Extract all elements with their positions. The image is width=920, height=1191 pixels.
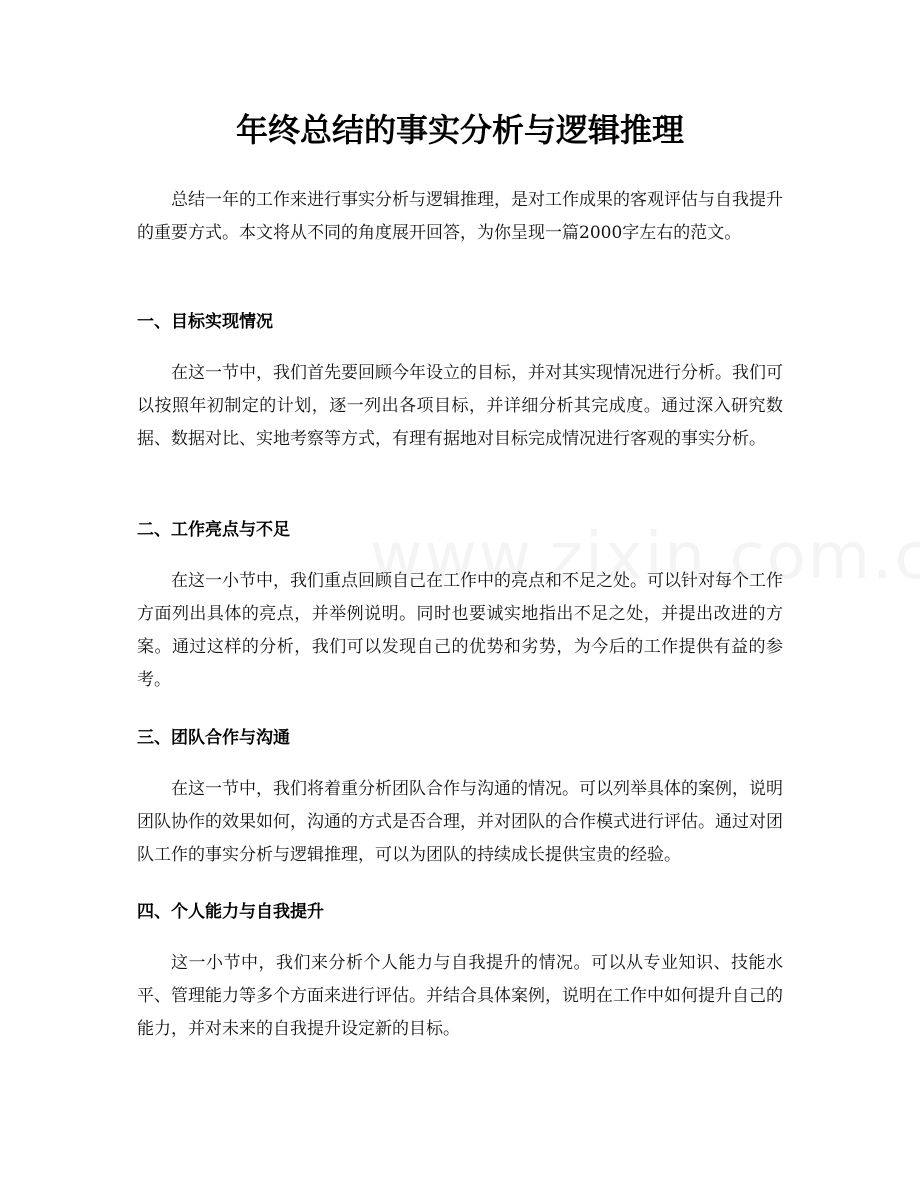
section-heading-goals: 一、目标实现情况 [137, 312, 273, 332]
section-heading-self-improvement: 四、个人能力与自我提升 [137, 902, 324, 922]
intro-paragraph: 总结一年的工作来进行事实分析与逻辑推理，是对工作成果的客观评估与自我提升的重要方式。本文将从不同的角度展开回答，为你呈现一篇2000字左右的范文。 [137, 190, 783, 243]
document-title: 年终总结的事实分析与逻辑推理 [235, 111, 684, 149]
section-body-highlights: 在这一小节中，我们重点回顾自己在工作中的亮点和不足之处。可以针对每个工作方面列出具体的亮点，并举例说明。同时也要诚实地指出不足之处，并提出改进的方案。通过这样的分析，我们可以发现自己的优势和劣势，为今后的工作提供有益的参考。 [137, 571, 783, 690]
section-body-teamwork: 在这一节中，我们将着重分析团队合作与沟通的情况。可以列举具体的案例，说明团队协作的效果如何，沟通的方式是否合理，并对团队的合作模式进行评估。通过对团队工作的事实分析与逻辑推理，可以为团队的持续成长提供宝贵的经验。 [137, 779, 783, 865]
section-heading-highlights: 二、工作亮点与不足 [137, 520, 290, 540]
section-body-goals: 在这一节中，我们首先要回顾今年设立的目标，并对其实现情况进行分析。我们可以按照年初制定的计划，逐一列出各项目标，并详细分析其完成度。通过深入研究数据、数据对比、实地考察等方式，有理有据地对目标完成情况进行客观的事实分析。 [137, 363, 783, 449]
section-heading-teamwork: 三、团队合作与沟通 [137, 728, 290, 748]
section-body-self-improvement: 这一小节中，我们来分析个人能力与自我提升的情况。可以从专业知识、技能水平、管理能力等多个方面来进行评估。并结合具体案例，说明在工作中如何提升自己的能力，并对未来的自我提升设定新的目标。 [137, 953, 783, 1039]
